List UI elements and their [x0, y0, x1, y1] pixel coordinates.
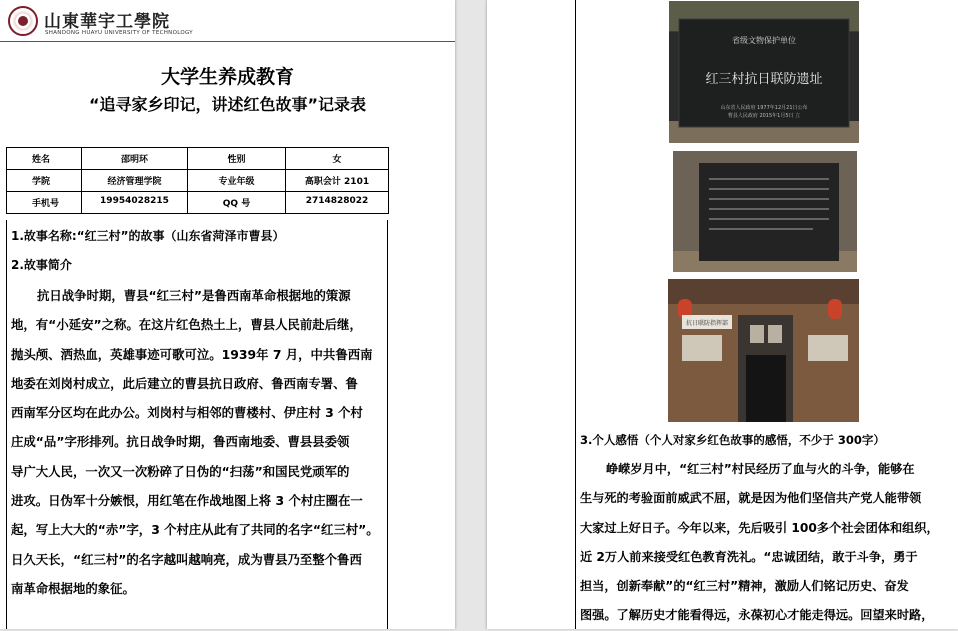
paragraph-line: 南革命根据地的象征。	[11, 580, 135, 596]
reflection-heading: 3.个人感悟（个人对家乡红色故事的感悟，不少于 300字）	[580, 433, 885, 447]
headquarters-door-photo	[668, 279, 859, 422]
table-row	[7, 170, 389, 192]
door-sign-text: 抗日联防指挥部	[685, 320, 729, 327]
headquarters-door-image	[668, 279, 859, 422]
stone-bottom-text-2: 曹县人民政府 2015年1月5日 立	[727, 113, 801, 119]
stone-top-text: 省级文物保护单位	[732, 36, 796, 45]
paragraph-line: 地委在刘岗村成立，此后建立的曹县抗日政府、鲁西南专署、鲁	[11, 375, 358, 391]
paragraph-line: 近 2万人前来接受红色教育洗礼。“忠诚团结，敢于斗争，勇于	[580, 549, 918, 564]
university-logo	[8, 6, 193, 40]
major-value: 高职会计 2101	[286, 170, 389, 192]
document-title: 大学生养成教育	[160, 66, 294, 88]
qq-value: 2714828022	[286, 192, 389, 214]
inscription-stone-photo	[673, 151, 857, 272]
memorial-stone-image	[669, 1, 859, 143]
story-intro-paragraph	[11, 281, 383, 603]
gender-value: 女	[286, 148, 389, 170]
college-label: 学院	[7, 170, 82, 192]
major-label: 专业年级	[188, 170, 286, 192]
paragraph-line: 进攻。日伪军十分嫉恨，用红笔在作战地图上将 3 个村庄圈在一	[11, 493, 363, 509]
paragraph-line: 抗日战争时期，曹县“红三村”是鲁西南革命根据地的策源	[37, 288, 351, 303]
story-name-heading: 1.故事名称:“红三村”的故事（山东省菏泽市曹县）	[11, 229, 285, 243]
header-divider	[0, 41, 455, 42]
paragraph-line: 日久天长，“红三村”的名字越叫越响亮，成为曹县乃至整个鲁西	[11, 551, 362, 567]
table-row	[7, 192, 389, 214]
stone-main-text: 红三村抗日联防遗址	[705, 72, 823, 87]
phone-value: 19954028215	[82, 192, 188, 214]
college-value: 经济管理学院	[82, 170, 188, 192]
paragraph-line: 担当，创新奉献”的“红三村”精神，激励人们铭记历史、奋发	[580, 579, 909, 594]
name-value: 邵明环	[82, 148, 188, 170]
paragraph-line: 起，写上大大的“赤”字，3 个村庄从此有了共同的名字“红三村”。	[11, 522, 379, 538]
qq-label: QQ 号	[188, 192, 286, 214]
university-seal-icon	[8, 6, 38, 36]
paragraph-line: 大家过上好日子。今年以来，先后吸引 100多个社会团体和组织，	[580, 520, 939, 535]
document-page-left	[0, 0, 455, 629]
gender-label: 性别	[188, 148, 286, 170]
reflection-paragraph	[580, 455, 954, 631]
stone-bottom-text-1: 山东省人民政府 1977年12月21日公布	[720, 105, 808, 111]
inscription-stone-image	[673, 151, 857, 272]
phone-label: 手机号	[7, 192, 82, 214]
name-label: 姓名	[7, 148, 82, 170]
university-name-cn: 山東華宇工學院	[44, 12, 170, 32]
paragraph-line: 地，有“小延安”之称。在这片红色热土上，曹县人民前赴后继，	[11, 317, 362, 333]
paragraph-line: 导广大人民，一次又一次粉碎了日伪的“扫荡”和国民党顽军的	[11, 463, 350, 479]
memorial-stone-photo	[669, 1, 859, 143]
table-row	[7, 148, 389, 170]
paragraph-line: 庄成“品”字形排列。抗日战争时期，鲁西南地委、曹县县委领	[11, 434, 350, 450]
paragraph-line: 生与死的考验面前威武不屈，就是因为他们坚信共产党人能带领	[580, 491, 922, 506]
document-subtitle: “追寻家乡印记，讲述红色故事”记录表	[88, 95, 367, 114]
paragraph-line: 峥嵘岁月中，“红三村”村民经历了血与火的斗争，能够在	[606, 462, 915, 476]
paragraph-line: 图强。了解历史才能看得远，永葆初心才能走得远。回望来时路，	[580, 608, 934, 623]
story-intro-heading: 2.故事简介	[11, 258, 72, 272]
paragraph-line: 西南军分区均在此办公。刘岗村与相邻的曹楼村、伊庄村 3 个村	[11, 405, 363, 421]
university-name-en: SHANDONG HUAYU UNIVERSITY OF TECHNOLOGY	[45, 30, 193, 36]
student-info-table	[6, 147, 389, 214]
paragraph-line: 抛头颅、洒热血，英雄事迹可歌可泣。1939年 7 月，中共鲁西南	[11, 346, 373, 362]
